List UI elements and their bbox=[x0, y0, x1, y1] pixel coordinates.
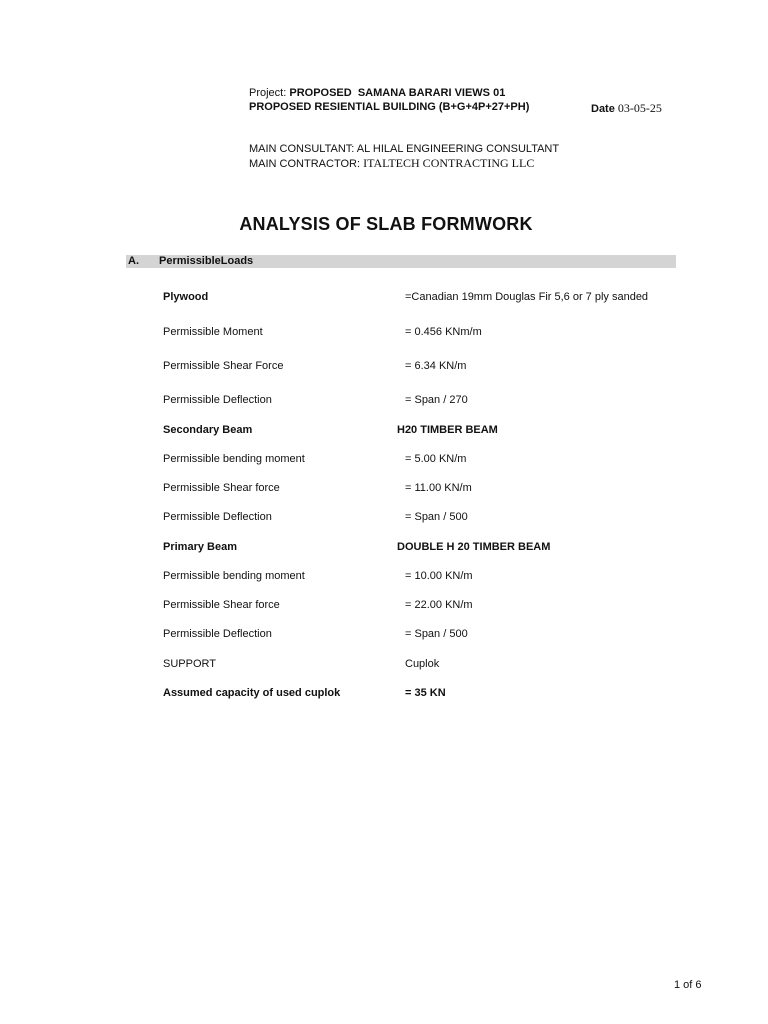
row-value: = 5.00 KN/m bbox=[405, 453, 467, 465]
contractor-line bbox=[249, 156, 534, 171]
row-value: = 11.00 KN/m bbox=[405, 482, 472, 494]
page-number: 1 of 6 bbox=[674, 979, 702, 991]
building-description: PROPOSED RESIENTIAL BUILDING (B+G+4P+27+PH) bbox=[249, 101, 530, 113]
row-value: Cuplok bbox=[405, 658, 440, 670]
row-value: = Span / 500 bbox=[405, 511, 468, 523]
date-label: Date bbox=[591, 103, 615, 115]
row-label: Permissible Shear Force bbox=[163, 360, 284, 372]
row-value: = 6.34 KN/m bbox=[405, 360, 467, 372]
row-label: Permissible Deflection bbox=[163, 628, 272, 640]
document-title: ANALYSIS OF SLAB FORMWORK bbox=[239, 214, 533, 234]
contractor-label: MAIN CONTRACTOR: bbox=[249, 158, 361, 170]
row-label: Permissible Deflection bbox=[163, 511, 272, 523]
section-label: PermissibleLoads bbox=[159, 255, 254, 267]
row-value: = Span / 270 bbox=[405, 394, 468, 406]
row-label: Permissible Shear force bbox=[163, 599, 280, 611]
row-value: = 35 KN bbox=[405, 687, 446, 699]
date-value: 03-05-25 bbox=[617, 101, 662, 115]
row-label: Permissible bending moment bbox=[163, 570, 305, 582]
row-label: Secondary Beam bbox=[163, 424, 253, 436]
row-value: = 0.456 KNm/m bbox=[405, 326, 482, 338]
contractor-value: ITALTECH CONTRACTING LLC bbox=[363, 156, 535, 170]
row-value: =Canadian 19mm Douglas Fir 5,6 or 7 ply sanded bbox=[405, 291, 649, 303]
row-value: = Span / 500 bbox=[405, 628, 468, 640]
project-label: Project: bbox=[249, 87, 287, 99]
row-label: Assumed capacity of used cuplok bbox=[163, 687, 341, 699]
row-label: Permissible bending moment bbox=[163, 453, 305, 465]
section-letter: A. bbox=[128, 255, 139, 267]
consultant-label: MAIN CONSULTANT: bbox=[249, 143, 355, 155]
row-label: Permissible Shear force bbox=[163, 482, 280, 494]
row-label: SUPPORT bbox=[163, 658, 216, 670]
row-label: Plywood bbox=[163, 291, 209, 303]
row-label: Permissible Moment bbox=[163, 326, 263, 338]
project-name: PROPOSED SAMANA BARARI VIEWS 01 bbox=[289, 87, 506, 99]
row-label: Primary Beam bbox=[163, 541, 237, 553]
project-line bbox=[249, 87, 505, 99]
consultant-value: AL HILAL ENGINEERING CONSULTANT bbox=[356, 143, 560, 155]
row-value: = 22.00 KN/m bbox=[405, 599, 473, 611]
row-value: DOUBLE H 20 TIMBER BEAM bbox=[397, 541, 551, 553]
row-value: H20 TIMBER BEAM bbox=[397, 424, 498, 436]
row-label: Permissible Deflection bbox=[163, 394, 272, 406]
consultant-line bbox=[249, 143, 559, 155]
date-line bbox=[591, 101, 662, 116]
row-value: = 10.00 KN/m bbox=[405, 570, 473, 582]
